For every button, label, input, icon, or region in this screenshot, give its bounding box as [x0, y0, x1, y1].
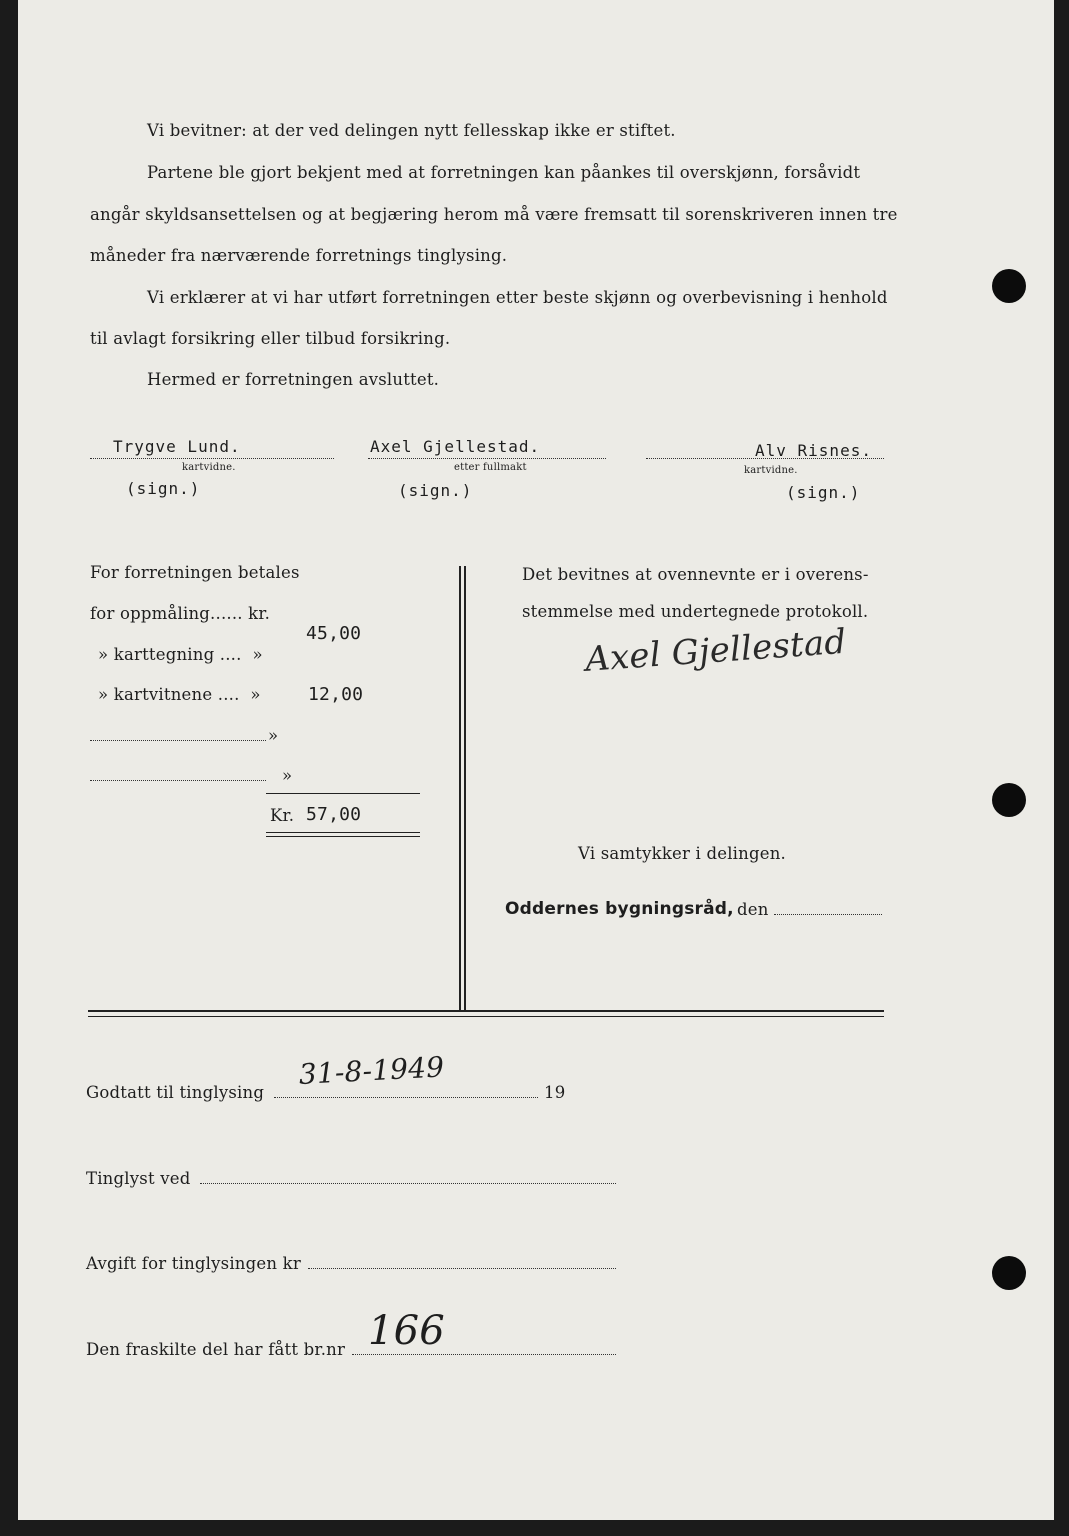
registration-registered-line [200, 1183, 616, 1184]
signature-name-3: Alv Risnes. [755, 441, 872, 460]
registration-fee-label: Avgift for tinglysingen kr [86, 1254, 301, 1273]
council-date-label: den [737, 900, 769, 919]
signature-line-1 [90, 458, 334, 459]
payment-sum-rule-top [266, 793, 420, 794]
paragraph-appeal-line1: Partene ble gjort bekjent med at forretningen kan påankes til overskjønn, forsåvidt [147, 163, 861, 182]
punch-hole-bottom [992, 1256, 1026, 1290]
consent-text: Vi samtykker i delingen. [578, 844, 786, 863]
council-date-line [774, 914, 882, 915]
payment-sum-rule-2 [266, 836, 420, 837]
signature-name-2: Axel Gjellestad. [370, 437, 541, 456]
council-name: Oddernes bygningsråd, [505, 899, 734, 919]
payment-total-value: 57,00 [306, 804, 362, 825]
registration-brnr-label: Den fraskilte del har fått br.nr [86, 1340, 346, 1359]
payment-mapping-label: » karttegning .... » [98, 645, 263, 664]
punch-hole-middle [992, 783, 1026, 817]
paragraph-witness: Vi bevitner: at der ved delingen nytt fellesskap ikke er stiftet. [147, 121, 676, 140]
paragraph-appeal-line3: måneder fra nærværende forretnings tinglysing. [90, 246, 508, 265]
document-page [18, 0, 1054, 1520]
handwritten-signature: Axel Gjellestad [584, 621, 848, 680]
signature-role-2: etter fullmakt [454, 462, 527, 473]
section-rule-bottom [88, 1016, 884, 1017]
registration-year-suffix: 19 [544, 1083, 566, 1102]
payment-sum-rule-1 [266, 832, 420, 833]
paragraph-appeal-line2: angår skyldsansettelsen og at begjæring herom må være fremsatt til sorenskriveren innen tre [90, 205, 898, 224]
signature-role-1: kartvidne. [182, 462, 236, 473]
payment-survey-label: for oppmåling...... kr. [90, 604, 271, 623]
registration-brnr-value: 166 [368, 1308, 445, 1354]
certification-line1: Det bevitnes at ovennevnte er i overens- [522, 565, 869, 584]
column-divider-right [464, 566, 466, 1010]
signature-sign-3: (sign.) [786, 483, 861, 502]
signature-name-1: Trygve Lund. [113, 437, 241, 456]
payment-survey-value: 45,00 [306, 623, 362, 644]
registration-registered-label: Tinglyst ved [86, 1169, 191, 1188]
payment-witnesses-value: 12,00 [308, 684, 364, 705]
registration-accepted-date: 31-8-1949 [298, 1050, 445, 1091]
paragraph-declaration-line2: til avlagt forsikring eller tilbud forsikring. [90, 329, 451, 348]
payment-witnesses-label: » kartvitnene .... » [98, 685, 261, 704]
signature-sign-1: (sign.) [126, 479, 201, 498]
registration-accepted-line [274, 1097, 538, 1098]
payment-heading: For forretningen betales [90, 563, 300, 582]
registration-accepted-label: Godtatt til tinglysing [86, 1083, 265, 1102]
signature-line-2 [368, 458, 606, 459]
paragraph-declaration-line1: Vi erklærer at vi har utført forretningen etter beste skjønn og overbevisning i henhold [147, 288, 888, 307]
certification-line2: stemmelse med undertegnede protokoll. [522, 602, 869, 621]
registration-fee-line [308, 1268, 616, 1269]
registration-brnr-line [352, 1354, 616, 1355]
payment-blank-mark-1: » [268, 726, 279, 745]
payment-blank-line-1 [90, 740, 266, 741]
signature-sign-2: (sign.) [398, 481, 473, 500]
punch-hole-top [992, 269, 1026, 303]
payment-blank-line-2 [90, 780, 266, 781]
payment-total-label: Kr. [270, 806, 295, 825]
section-rule-top [88, 1010, 884, 1012]
signature-role-3: kartvidne. [744, 465, 798, 476]
paragraph-closing: Hermed er forretningen avsluttet. [147, 370, 440, 389]
payment-blank-mark-2: » [282, 766, 293, 785]
column-divider-left [459, 566, 461, 1010]
